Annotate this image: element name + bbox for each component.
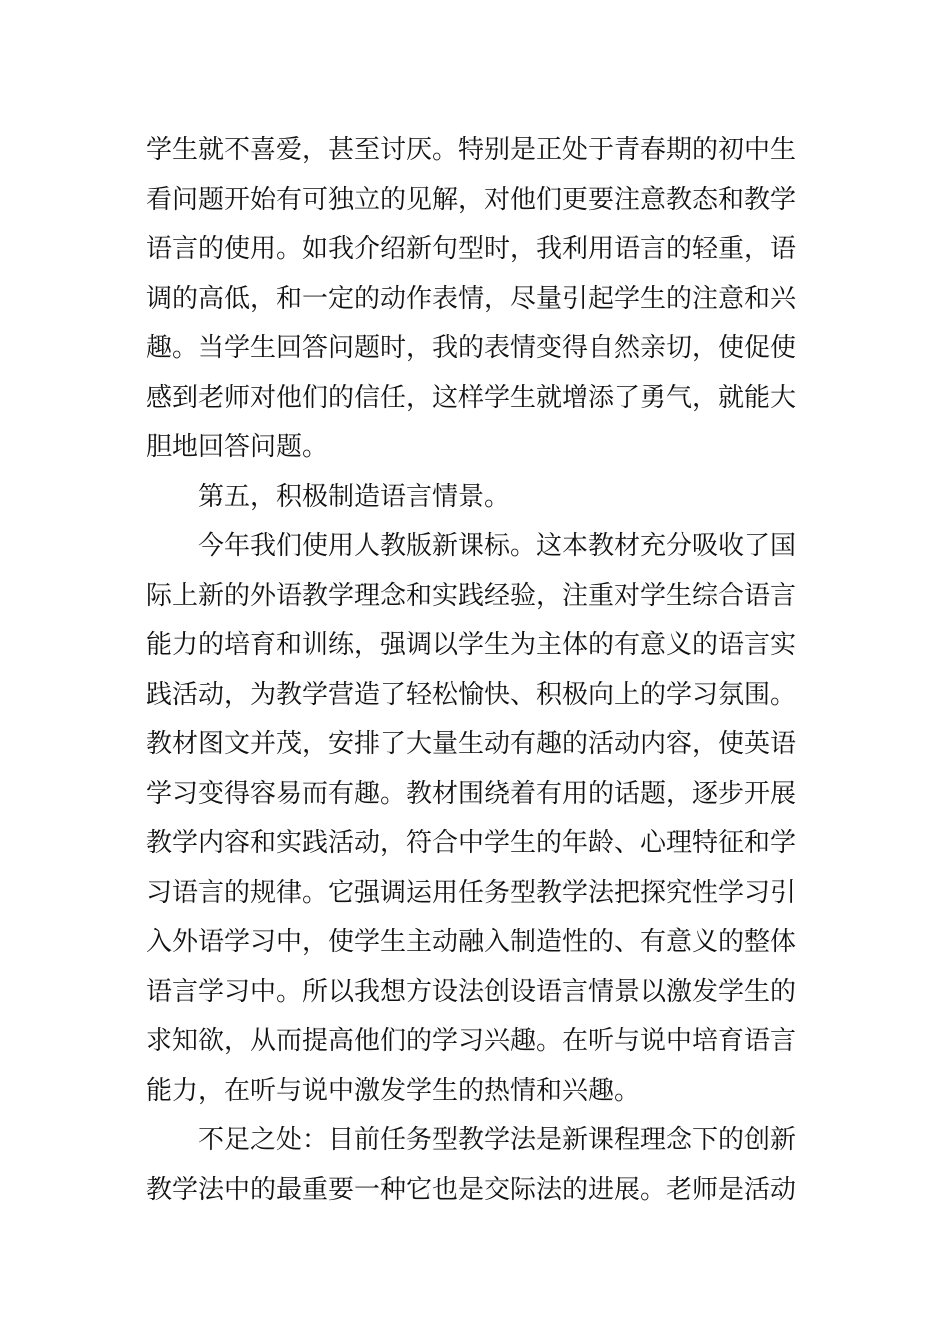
text-line: 教学内容和实践活动，符合中学生的年龄、心理特征和学 bbox=[146, 828, 797, 858]
text-line: 学习变得容易而有趣。教材围绕着有用的话题，逐步开展 bbox=[146, 778, 797, 809]
text-line: 语言学习中。所以我想方设法创设语言情景以激发学生的 bbox=[146, 976, 797, 1007]
text-line: 入外语学习中，使学生主动融入制造性的、有意义的整体 bbox=[146, 927, 797, 957]
text-line: 能力的培育和训练，强调以学生为主体的有意义的语言实 bbox=[146, 630, 797, 660]
text-line: 教学法中的最重要一种它也是交际法的进展。老师是活动 bbox=[146, 1174, 797, 1205]
text-line: 不足之处：目前任务型教学法是新课程理念下的创新 bbox=[198, 1125, 797, 1155]
text-line: 际上新的外语教学理念和实践经验，注重对学生综合语言 bbox=[146, 580, 797, 611]
text-line: 感到老师对他们的信任，这样学生就增添了勇气，就能大 bbox=[146, 382, 797, 413]
text-line: 能力，在听与说中激发学生的热情和兴趣。 bbox=[146, 1075, 641, 1106]
text-line: 调的高低，和一定的动作表情，尽量引起学生的注意和兴 bbox=[146, 283, 797, 314]
text-line: 习语言的规律。它强调运用任务型教学法把探究性学习引 bbox=[146, 877, 797, 908]
text-line: 今年我们使用人教版新课标。这本教材充分吸收了国 bbox=[198, 531, 797, 561]
body-text bbox=[146, 126, 808, 1215]
text-line: 求知欲，从而提高他们的学习兴趣。在听与说中培育语言 bbox=[146, 1026, 797, 1056]
text-line: 胆地回答问题。 bbox=[146, 432, 329, 462]
text-line: 趣。当学生回答问题时，我的表情变得自然亲切，使促使 bbox=[146, 333, 797, 363]
text-line: 践活动，为教学营造了轻松愉快、积极向上的学习氛围。 bbox=[146, 679, 797, 710]
text-line: 语言的使用。如我介绍新句型时，我利用语言的轻重，语 bbox=[146, 234, 797, 264]
text-line: 教材图文并茂，安排了大量生动有趣的活动内容，使英语 bbox=[146, 729, 797, 759]
text-line: 学生就不喜爱，甚至讨厌。特别是正处于青春期的初中生 bbox=[146, 135, 797, 165]
text-line: 看问题开始有可独立的见解，对他们更要注意教态和教学 bbox=[146, 184, 797, 215]
text-line: 第五，积极制造语言情景。 bbox=[198, 481, 511, 512]
